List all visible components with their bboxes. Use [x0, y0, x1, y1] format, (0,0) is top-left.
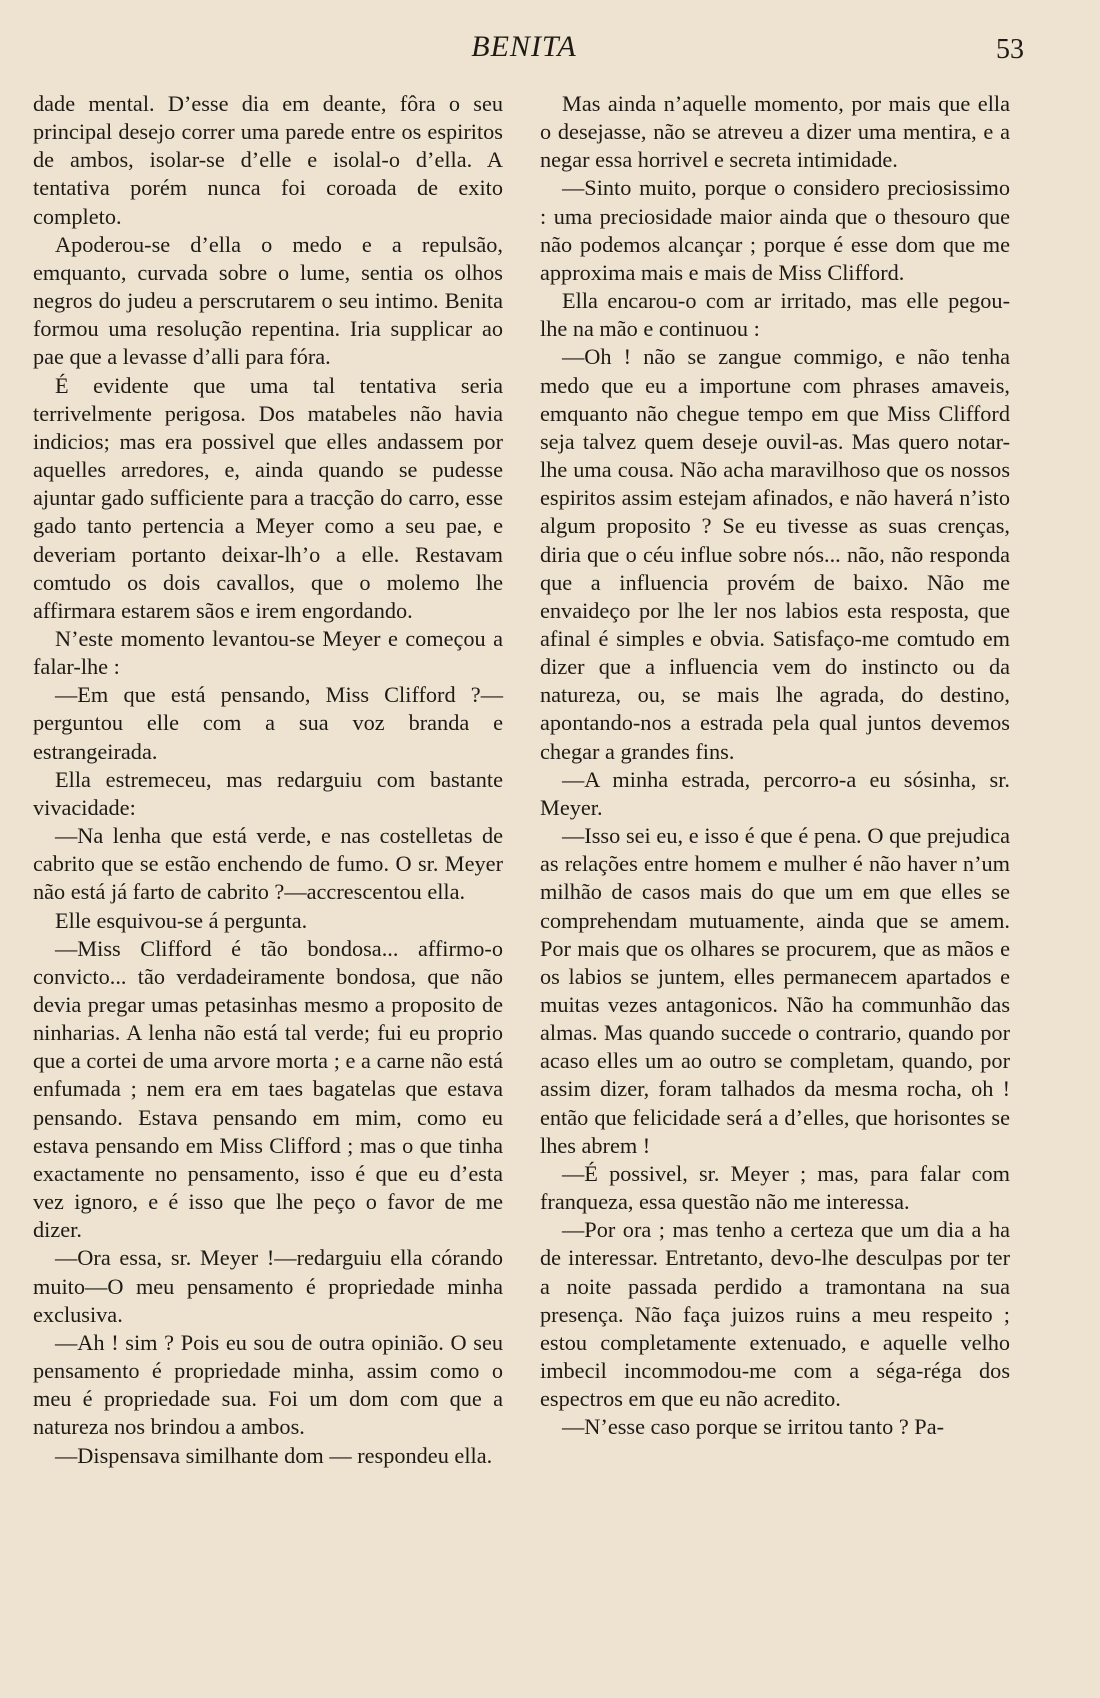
page-number: 53	[996, 34, 1024, 65]
paragraph: —Em que está pensando, Miss Clifford ?— perguntou elle com a sua voz branda e estrangeirada.	[33, 682, 503, 764]
paragraph: —Isso sei eu, e isso é que é pena. O que prejudica as relações entre homem e mulher é não haver n’um milhão de casos mais do que um em que elles se comprehendam mutuamente, ainda que se amem. Por mais que os olhares se procurem, que as mãos e os labios se juntem, elles permanecem apartados e muitas vezes antagonicos. Não ha communhão das almas. Mas quando succede o contrario, quando por acaso elles um ao outro se completam, quando, por assim dizer, foram talhados da mesma rocha, oh ! então que felicidade será a d’elles, que horisontes se lhes abrem !	[540, 823, 1010, 1158]
paragraph: —É possivel, sr. Meyer ; mas, para falar com franqueza, essa questão não me interessa.	[540, 1160, 1010, 1215]
left-text-column	[33, 90, 503, 1470]
paragraph: —Por ora ; mas tenho a certeza que um dia a ha de interessar. Entretanto, devo-lhe desculpas por ter a noite passada perdido a tramontana na sua presença. Não faça juizos ruins a meu respeito ; estou completamente extenuado, e aquelle velho imbecil incommodou-me com a séga-réga dos espectros em que eu não acredito.	[540, 1217, 1010, 1412]
paragraph: —Ah ! sim ? Pois eu sou de outra opinião. O seu pensamento é propriedade minha, assim como o meu é propriedade sua. Foi um dom com que a natureza nos brindou a ambos.	[33, 1329, 503, 1440]
paragraph: —Sinto muito, porque o considero preciosissimo : uma preciosidade maior ainda que o thesouro que não podemos alcançar ; porque é esse dom que me approxima mais e mais de Miss Clifford.	[540, 175, 1010, 285]
paragraph: —Ora essa, sr. Meyer !—redarguiu ella córando muito—O meu pensamento é propriedade minha exclusiva.	[33, 1245, 503, 1327]
paragraph: —Dispensava similhante dom — respondeu ella.	[55, 1442, 493, 1468]
running-head	[24, 30, 1024, 70]
paragraph: É evidente que uma tal tentativa seria terrivelmente perigosa. Dos matabeles não havia indicios; mas era possivel que elles andassem por aquelles arredores, e, ainda quando se pudesse ajuntar gado sufficiente para a tracção do carro, esse gado tanto pertencia a Meyer como a seu pae, e deveriam portanto deixar-lh’o a elle. Restavam comtudo os dois cavallos, que o molemo lhe affirmara estarem sãos e irem engordando.	[33, 372, 503, 623]
paragraph: Elle esquivou-se á pergunta.	[55, 907, 308, 933]
paragraph: Ella estremeceu, mas redarguiu com bastante vivacidade:	[33, 766, 503, 820]
paragraph: —A minha estrada, percorro-a eu sósinha, sr. Meyer.	[540, 766, 1010, 820]
book-title: BENITA	[471, 30, 577, 63]
right-text-column	[540, 90, 1010, 1442]
paragraph: Mas ainda n’aquelle momento, por mais que ella o desejasse, não se atreveu a dizer uma mentira, e a negar essa horrivel e secreta intimidade.	[540, 91, 1010, 173]
paragraph: Apoderou-se d’ella o medo e a repulsão, emquanto, curvada sobre o lume, sentia os olhos negros do judeu a perscrutarem o seu intimo. Benita formou uma resolução repentina. Iria supplicar ao pae que a levasse d’alli para fóra.	[33, 231, 503, 370]
paragraph: —N’esse caso porque se irritou tanto ? Pa-	[562, 1414, 945, 1440]
paragraph: N’este momento levantou-se Meyer e começou a falar-lhe :	[33, 625, 503, 680]
paragraph: dade mental. D’esse dia em deante, fôra o seu principal desejo correr uma parede entre os espiritos de ambos, isolar-se d’elle e isolal-o d’ella. A tentativa porém nunca foi coroada de exito completo.	[33, 91, 503, 229]
paragraph: —Na lenha que está verde, e nas costelletas de cabrito que se estão enchendo de fumo. O sr. Meyer não está já farto de cabrito ?—accrescentou ella.	[33, 823, 503, 905]
paragraph: —Oh ! não se zangue commigo, e não tenha medo que eu a importune com phrases amaveis, emquanto não chegue tempo em que Miss Clifford seja talvez quem deseje ouvil-as. Mas quero notar-lhe uma cousa. Não acha maravilhoso que os nossos espiritos assim estejam afinados, e não haverá n’isto algum proposito ? Se eu tivesse as suas crenças, diria que o céu influe sobre nós... não, não responda que a influencia provém de baixo. Não me envaideço por lhe ler nos labios esta resposta, que afinal é simples e obvia. Satisfaço-me comtudo em dizer que a influencia vem do instincto ou da natureza, ou, se mais lhe agrada, do destino, apontando-nos a estrada pela qual juntos devemos chegar a grandes fins.	[540, 344, 1010, 764]
paragraph: Ella encarou-o com ar irritado, mas elle pegou-lhe na mão e continuou :	[540, 288, 1010, 342]
paragraph: —Miss Clifford é tão bondosa... affirmo-o convicto... tão verdadeiramente bondosa, que não devia pregar umas petasinhas mesmo a proposito de ninharias. A lenha não está tal verde; fui eu proprio que a cortei de uma arvore morta ; e a carne não está enfumada ; nem era em taes bagatelas que estava pensando. Estava pensando em mim, como eu estava pensando em Miss Clifford ; mas o que tinha exactamente no pensamento, isso é que eu d’esta vez ignoro, e é isso que lhe peço o favor de me dizer.	[33, 935, 503, 1243]
